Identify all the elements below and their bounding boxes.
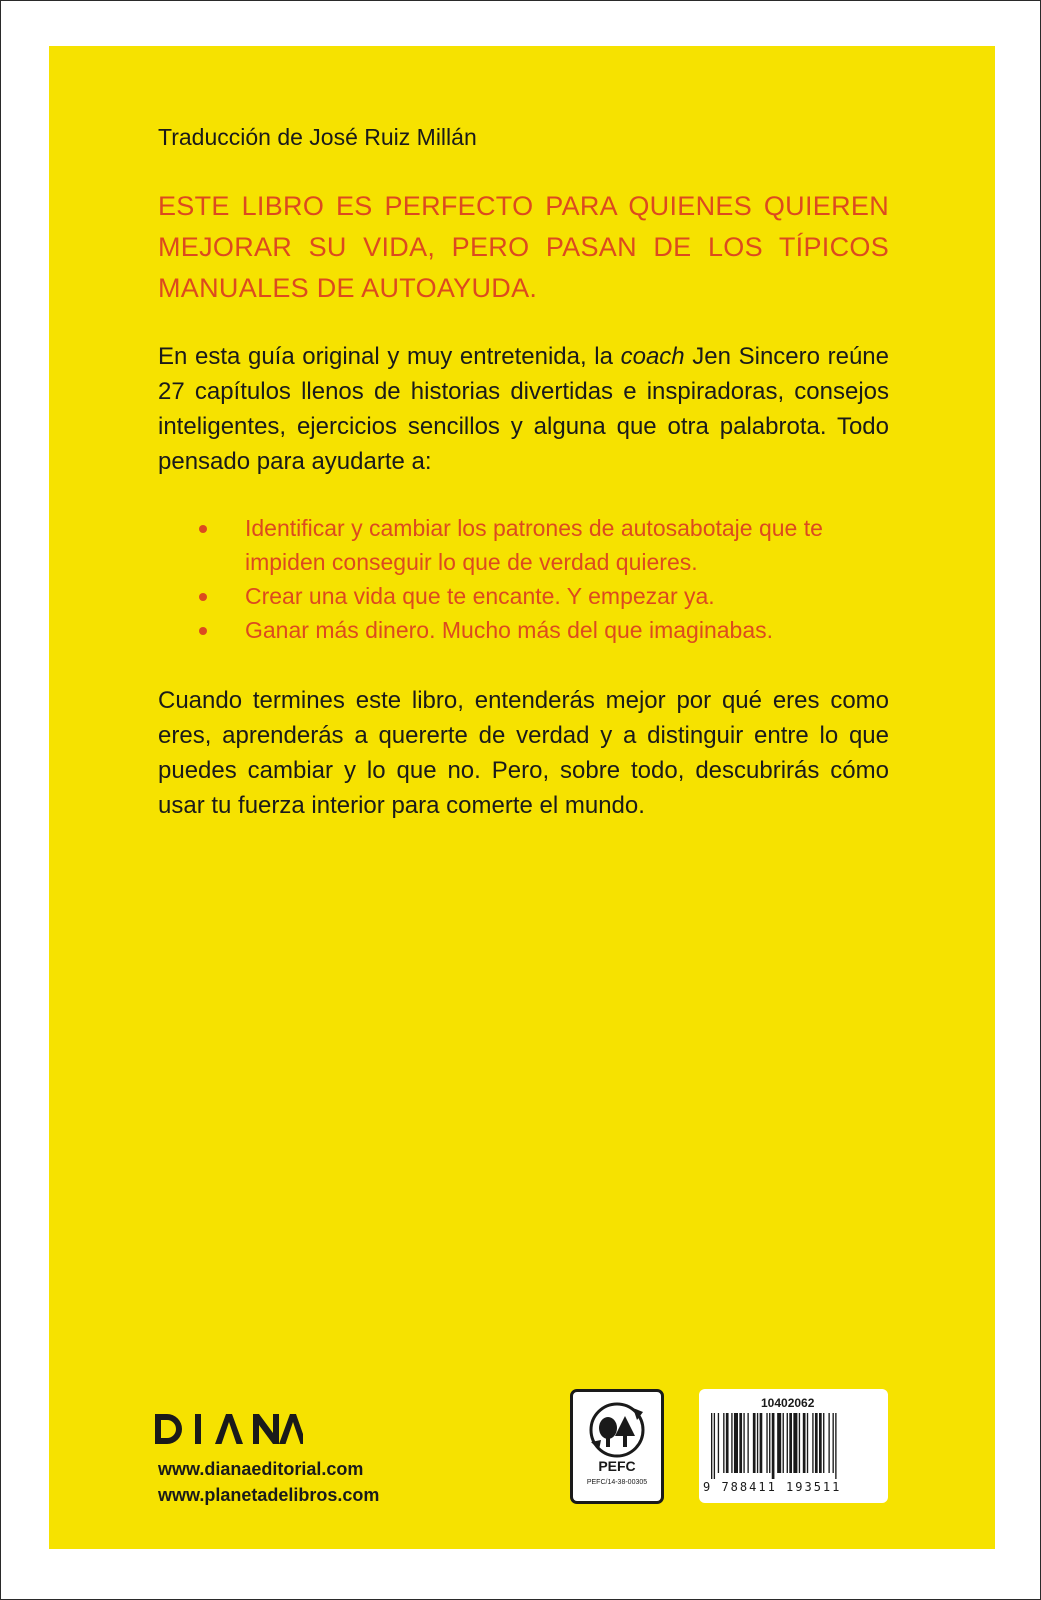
website-link-diana[interactable]: www.dianaeditorial.com <box>158 1459 364 1479</box>
website-link-planeta[interactable]: www.planetadelibros.com <box>158 1485 380 1505</box>
closing-paragraph: Cuando termines este libro, entenderás mejor por qué eres como eres, aprenderás a quererte de verdad y a distinguir entre lo que puedes cambiar y lo que no. Pero, sobre todo, descubrirás cómo usar tu fuerza interior para comerte el mundo. <box>158 687 889 819</box>
list-item <box>195 613 905 647</box>
pefc-label: PEFC <box>598 1458 636 1474</box>
list-item-text: Ganar más dinero. Mucho más del que imaginabas. <box>245 617 774 643</box>
barcode <box>699 1389 888 1503</box>
list-item <box>195 511 905 579</box>
pefc-certification-badge <box>570 1389 664 1504</box>
bullet-dot-icon <box>199 593 207 601</box>
pefc-trees-icon <box>587 1402 647 1458</box>
list-item-text: Identificar y cambiar los patrones de autosabotaje que te impiden conseguir lo que de verdad quieres. <box>245 515 823 575</box>
bullet-dot-icon <box>199 627 207 635</box>
bullet-dot-icon <box>199 525 207 533</box>
isbn-number: 9 788411 193511 <box>703 1480 842 1494</box>
pefc-code: PEFC/14-38-00305 <box>586 1479 648 1486</box>
intro-coach-word: coach <box>620 343 685 370</box>
translator-credit: Traducción de José Ruiz Millán <box>158 124 477 150</box>
diana-logo <box>153 1410 303 1448</box>
list-item-text: Crear una vida que te encante. Y empezar ya. <box>245 583 715 609</box>
barcode-bars <box>711 1413 877 1479</box>
benefits-list <box>195 511 905 647</box>
headline: ESTE LIBRO ES PERFECTO PARA QUIENES QUIEREN MEJORAR SU VIDA, PERO PASAN DE LOS TÍPICOS MANUALES DE AUTOAYUDA. <box>158 191 889 303</box>
intro-paragraph <box>158 339 889 479</box>
list-item <box>195 579 905 613</box>
intro-text-start: En esta guía original y muy entretenida, la <box>158 343 621 370</box>
intro-text-end: Jen Sincero reúne 27 capítulos llenos de historias divertidas e inspiradoras, consejos inteligentes, ejercicios sencillos y alguna que otra palabrota. Todo pensado para ayudarte a: <box>158 343 889 475</box>
barcode-number: 10402062 <box>761 1396 815 1410</box>
